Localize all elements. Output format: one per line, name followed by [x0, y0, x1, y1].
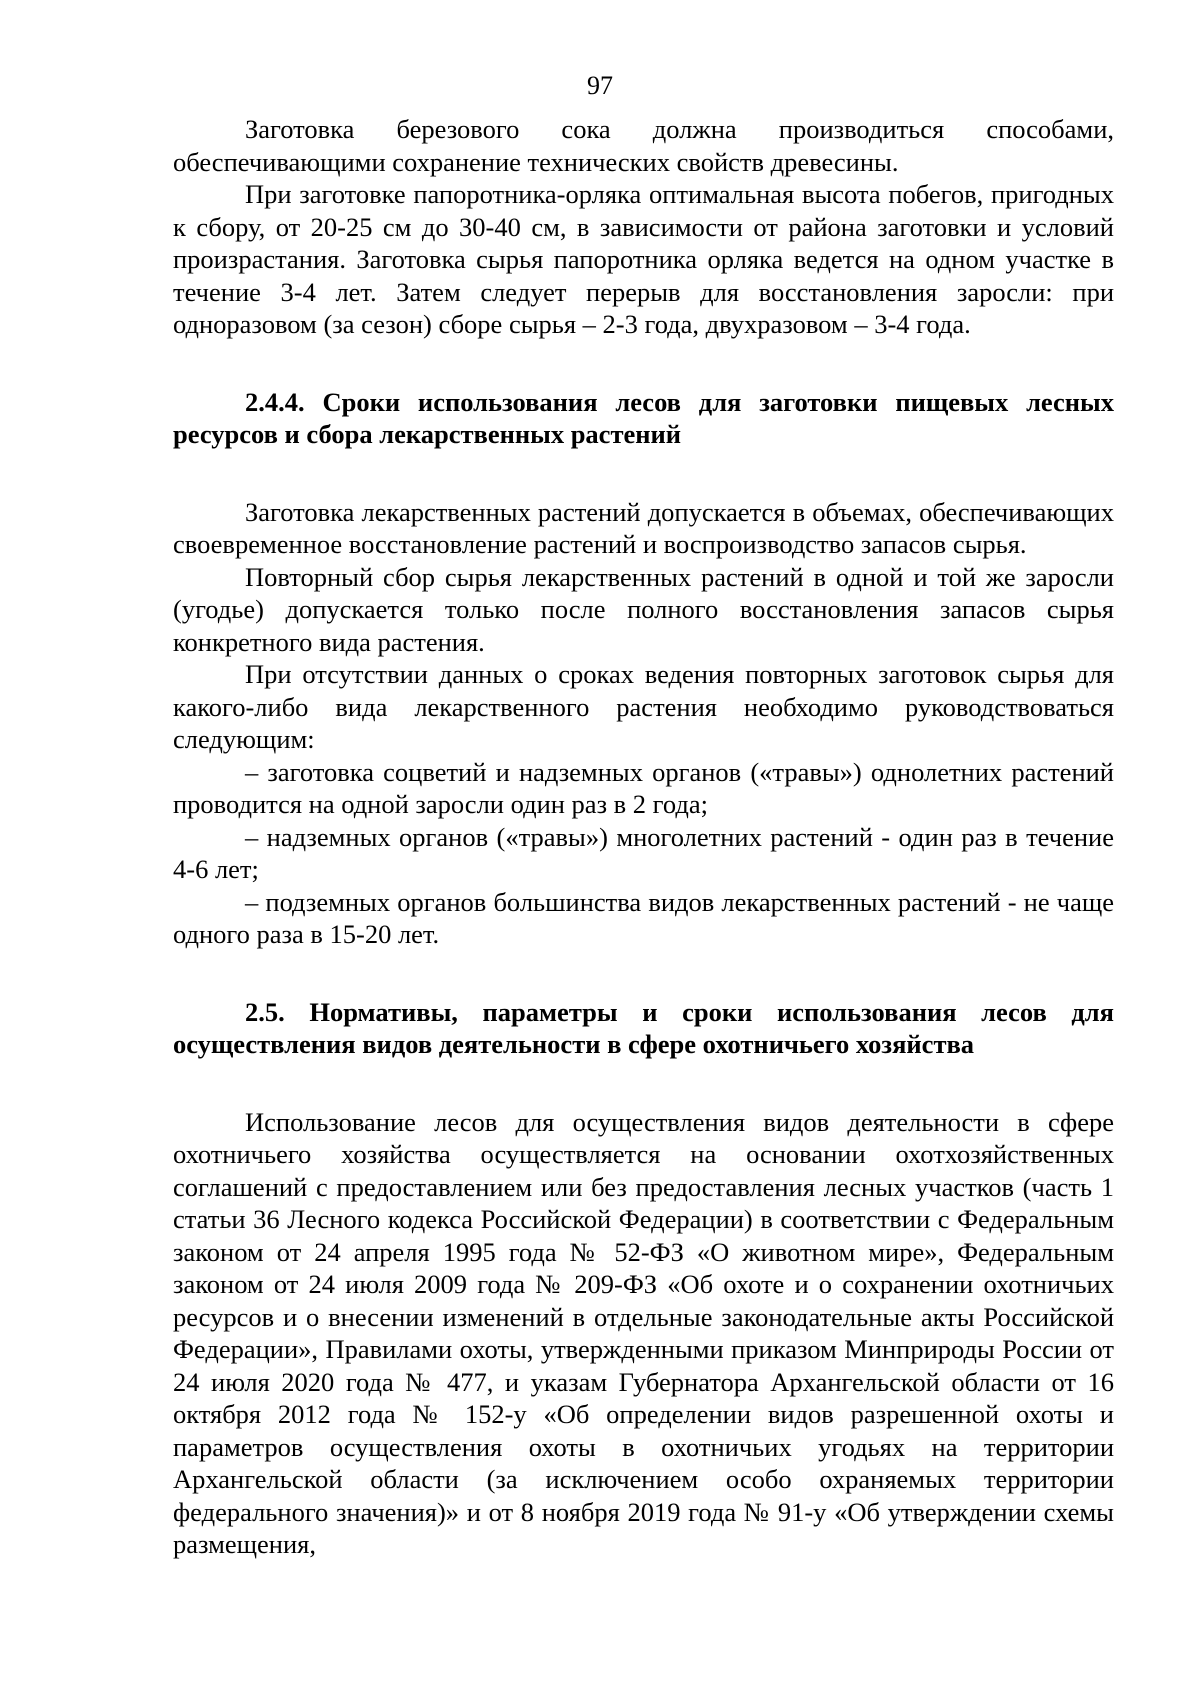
paragraph-bracken-fern: При заготовке папоротника-орляка оптимальная высота побегов, пригодных к сбору, от 20-25 см до 30-40 см, в зависимости от района заготовки и условий произрастания. Заготовка сырья папоротника орляка ведется на одном участке в течение 3-4 лет. Затем следует перерыв для восстановления заросли: при одноразовом (за сезон) сборе сырья – 2-3 года, двухразовом – 3-4 года.: [173, 179, 1114, 339]
page-body: [173, 113, 1114, 1561]
section-heading-2-4-4: 2.4.4. Сроки использования лесов для заготовки пищевых лесных ресурсов и сбора лекарственных растений: [173, 386, 1114, 449]
paragraph-medicinal-volumes: Заготовка лекарственных растений допускается в объемах, обеспечивающих своевременное восстановление растений и воспроизводство запасов сырья.: [173, 496, 1114, 559]
paragraph-repeat-collection: Повторный сбор сырья лекарственных растений в одной и той же заросли (угодье) допускается только после полного восстановления запасов сырья конкретного вида растения.: [173, 561, 1114, 657]
paragraph-birch-sap: Заготовка березового сока должна производиться способами, обеспечивающими сохранение технических свойств древесины.: [173, 114, 1114, 177]
page-number: 97: [587, 71, 613, 100]
list-item-perennial-plants: – надземных органов («травы») многолетних растений - один раз в течение 4-6 лет;: [173, 821, 1114, 884]
paragraph-no-data-guidance: При отсутствии данных о сроках ведения повторных заготовок сырья для какого-либо вида лекарственного растения необходимо руководствоваться следующим:: [173, 659, 1114, 754]
section-heading-2-5: 2.5. Нормативы, параметры и сроки использования лесов для осуществления видов деятельности в сфере охотничьего хозяйства: [173, 996, 1114, 1059]
list-item-underground-organs: – подземных органов большинства видов лекарственных растений - не чаще одного раза в 15-20 лет.: [173, 886, 1114, 949]
list-item-annual-plants: – заготовка соцветий и надземных органов («травы») однолетних растений проводится на одной заросли один раз в 2 года;: [173, 756, 1114, 819]
paragraph-hunting-use: Использование лесов для осуществления видов деятельности в сфере охотничьего хозяйства осуществляется на основании охотхозяйственных соглашений с предоставлением или без предоставления лесных участков (часть 1 статьи 36 Лесного кодекса Российской Федерации) в соответствии с Федеральным законом от 24 апреля 1995 года № 52-ФЗ «О животном мире», Федеральным законом от 24 июля 2009 года № 209-ФЗ «Об охоте и о сохранении охотничьих ресурсов и о внесении изменений в отдельные законодательные акты Российской Федерации», Правилами охоты, утвержденными приказом Минприроды России от 24 июля 2020 года № 477, и указам Губернатора Архангельской области от 16 октября 2012 года № 152-у «Об определении видов разрешенной охоты и параметров осуществления охоты в охотничьих угодьях на территории Архангельской области (за исключением особо охраняемых территории федерального значения)» и от 8 ноября 2019 года № 91-у «Об утверждении схемы размещения,: [173, 1106, 1114, 1559]
